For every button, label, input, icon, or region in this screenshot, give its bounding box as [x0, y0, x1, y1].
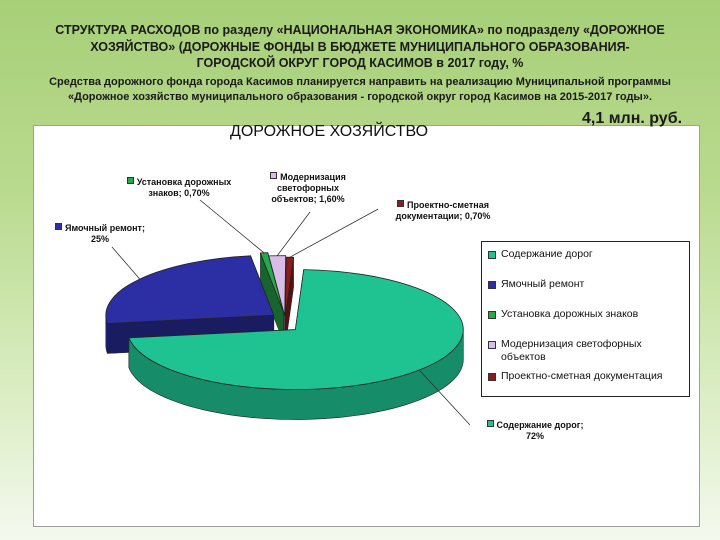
leader-line-pothole-repair	[112, 247, 140, 279]
leader-line-design-docs	[290, 208, 380, 257]
label-swatch-pothole-repair	[55, 223, 62, 230]
subtitle-line-2: «Дорожное хозяйство муниципального образования - городской округ город Касимов на 2015-2017 годы».	[67, 90, 653, 103]
legend-item-pothole-repair	[488, 278, 584, 291]
label-swatch-road-maintenance	[487, 420, 494, 427]
label-pothole-repair-line1: Ямочный ремонт;	[65, 223, 145, 233]
chart-title: ДОРОЖНОЕ ХОЗЯЙСТВО	[230, 123, 429, 140]
pie-slice-pothole-repair	[106, 256, 274, 324]
budget-total: 4,1 млн. руб.	[582, 110, 683, 127]
chart-legend	[481, 241, 690, 397]
label-traffic-lights-line3: объектов; 1,60%	[271, 194, 345, 204]
subtitle-line-1: Средства дорожного фонда города Касимов планируется направить на реализацию Муниципальной программы	[49, 76, 671, 88]
data-label-traffic-lights	[258, 172, 358, 205]
label-road-maintenance-line1: Содержание дорог;	[496, 420, 584, 430]
label-traffic-lights-line2: светофорных	[277, 183, 339, 193]
label-design-docs-line1: Проектно-сметная	[407, 200, 489, 210]
legend-swatch-pothole-repair	[488, 281, 496, 289]
data-label-pothole-repair	[40, 223, 160, 245]
legend-label-design-docs: Проектно-сметная документация	[501, 370, 663, 382]
legend-label-road-maintenance: Содержание дорог	[501, 248, 593, 260]
legend-item-traffic-lights	[488, 338, 678, 364]
label-swatch-road-signs	[127, 177, 134, 184]
data-label-design-docs	[378, 200, 508, 222]
label-road-signs-line1: Установка дорожных	[136, 177, 232, 187]
legend-label-pothole-repair: Ямочный ремонт	[501, 278, 585, 290]
legend-item-road-maintenance	[488, 248, 593, 261]
label-road-signs-line2: знаков; 0,70%	[148, 188, 210, 198]
label-design-docs-line2: документации; 0,70%	[395, 211, 491, 221]
data-label-road-maintenance	[470, 420, 600, 442]
label-swatch-design-docs	[397, 200, 404, 207]
title-line-3: ГОРОДСКОЙ ОКРУГ ГОРОД КАСИМОВ в 2017 году, %	[196, 56, 524, 70]
legend-label-road-signs: Установка дорожных знаков	[501, 308, 639, 320]
label-road-maintenance-line2: 72%	[525, 431, 544, 441]
data-label-road-signs	[118, 177, 240, 199]
legend-swatch-traffic-lights	[488, 341, 496, 349]
legend-label-traffic-lights: Модернизация светофорных объектов	[501, 338, 642, 363]
legend-swatch-road-signs	[488, 311, 496, 319]
legend-swatch-road-maintenance	[488, 251, 496, 259]
legend-swatch-design-docs	[488, 373, 496, 381]
leader-line-road-signs	[200, 200, 264, 253]
title-line-2: ХОЗЯЙСТВО» (ДОРОЖНЫЕ ФОНДЫ В БЮДЖЕТЕ МУНИЦИПАЛЬНОГО ОБРАЗОВАНИЯ-	[90, 39, 630, 54]
title-line-1: СТРУКТУРА РАСХОДОВ по разделу «НАЦИОНАЛЬНАЯ ЭКОНОМИКА» по подразделу «ДОРОЖНОЕ	[55, 23, 665, 37]
label-pothole-repair-line2: 25%	[90, 234, 109, 244]
label-traffic-lights-line1: Модернизация	[280, 172, 346, 182]
label-swatch-traffic-lights	[270, 172, 277, 179]
legend-item-design-docs	[488, 370, 663, 383]
legend-item-road-signs	[488, 308, 638, 321]
